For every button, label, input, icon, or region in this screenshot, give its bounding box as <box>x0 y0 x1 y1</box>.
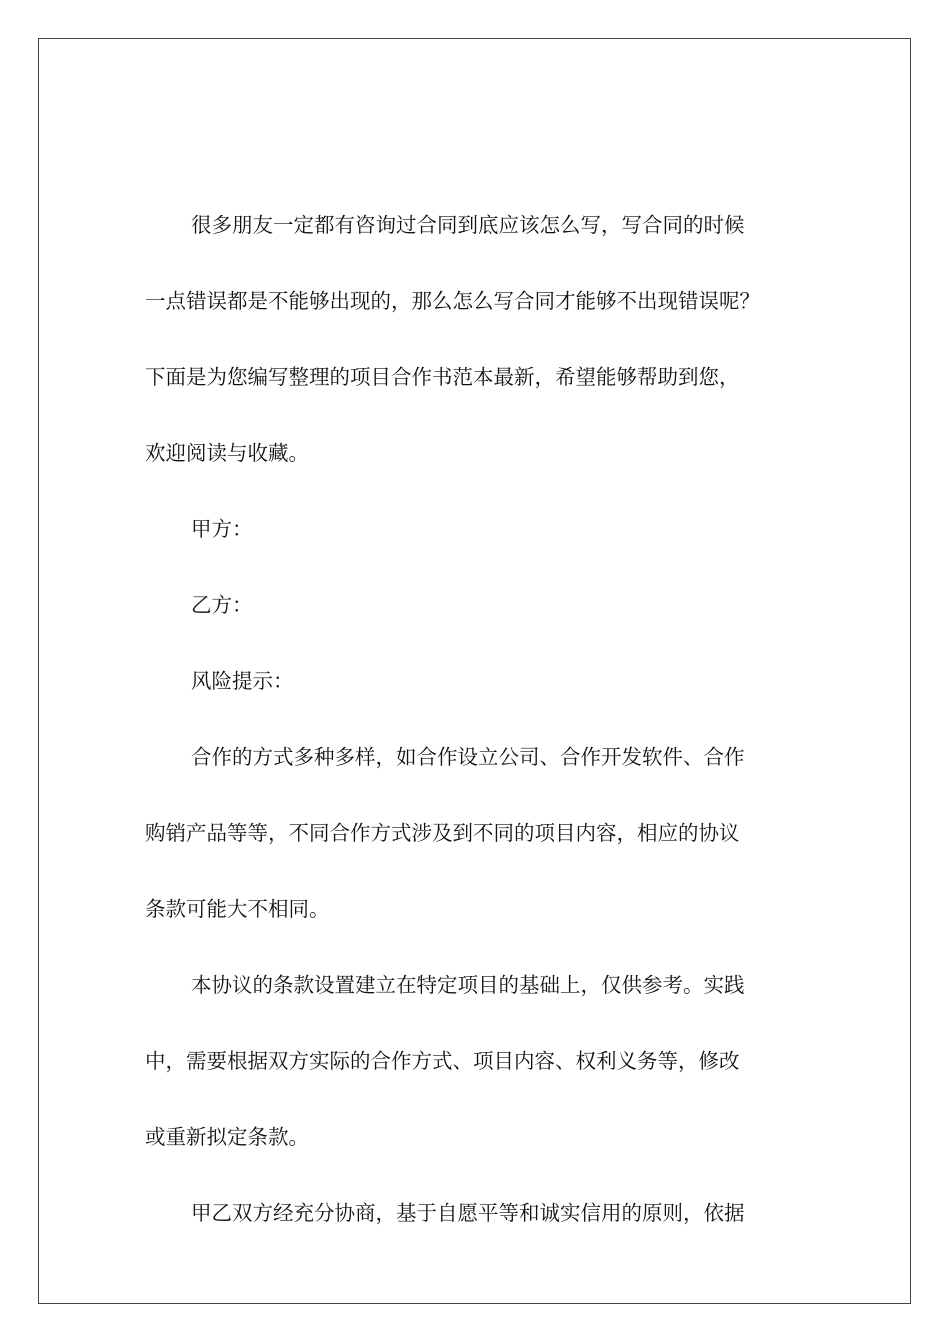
text-line: 合作的方式多种多样，如合作设立公司、合作开发软件、合作 <box>191 745 745 769</box>
text-line: 乙方： <box>191 593 253 617</box>
text-line: 甲方： <box>191 517 253 541</box>
text-line: 一点错误都是不能够出现的，那么怎么写合同才能够不出现错误呢？ <box>145 289 760 313</box>
cooperation-methods-paragraph <box>145 738 805 928</box>
text-line: 风险提示： <box>191 669 294 693</box>
text-line: 购销产品等等，不同合作方式涉及到不同的项目内容，相应的协议 <box>145 821 740 845</box>
intro-paragraph <box>145 206 805 472</box>
text-line: 条款可能大不相同。 <box>145 897 330 921</box>
text-line: 欢迎阅读与收藏。 <box>145 441 309 465</box>
text-line: 本协议的条款设置建立在特定项目的基础上，仅供参考。实践 <box>191 973 745 997</box>
text-line: 或重新拟定条款。 <box>145 1125 309 1149</box>
text-line: 下面是为您编写整理的项目合作书范本最新，希望能够帮助到您， <box>145 365 740 389</box>
text-line: 很多朋友一定都有咨询过合同到底应该怎么写，写合同的时候 <box>191 213 745 237</box>
risk-notice-heading <box>145 662 805 700</box>
text-line: 甲乙双方经充分协商，基于自愿平等和诚实信用的原则，依据 <box>191 1201 745 1225</box>
party-a-label <box>145 510 805 548</box>
document-body <box>145 206 805 1270</box>
agreement-basis-paragraph <box>145 1194 805 1232</box>
reference-note-paragraph <box>145 966 805 1156</box>
text-line: 中，需要根据双方实际的合作方式、项目内容、权利义务等，修改 <box>145 1049 740 1073</box>
party-b-label <box>145 586 805 624</box>
